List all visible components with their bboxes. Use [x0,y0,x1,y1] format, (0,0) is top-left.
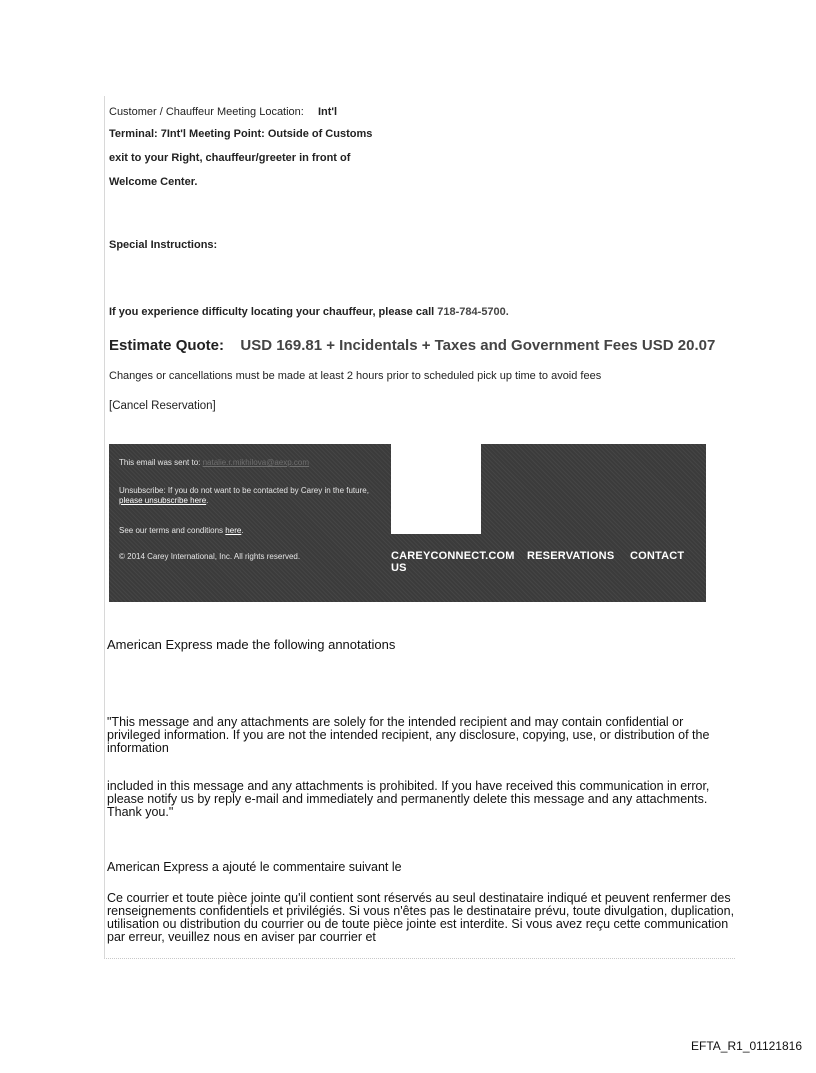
disclaimer-paragraph-1: "This message and any attachments are solely for the intended recipient and may contain confidential or privileged information. If you are not the intended recipient, any disclosure, copying, use, or distribution of the information [107,715,710,755]
meeting-location-line1 [109,106,337,118]
email-document [104,96,735,959]
estimate-label: Estimate Quote: [109,337,225,354]
sent-to-email-link[interactable]: natalie.r.mikhilova@aexp.com [202,458,309,467]
disclaimer-paragraph-2: included in this message and any attachments is prohibited. If you have received this communication in error, please notify us by reply e-mail and immediately and permanently delete this message and any attachments. Thank you." [107,779,710,819]
meeting-location-label: Customer / Chauffeur Meeting Location: [109,106,304,118]
nav-contact-us-wrap[interactable]: US [391,562,407,574]
terms-line: See our terms and conditions here. [119,526,244,535]
french-heading: American Express a ajouté le commentaire suivant le [107,860,402,874]
meeting-location-line4: Welcome Center. [109,176,198,188]
nav-careyconnect-link[interactable]: CAREYCONNECT.COM [391,550,515,562]
carey-footer [109,444,706,602]
copyright: © 2014 Carey International, Inc. All rights reserved. [119,552,301,561]
sent-to-label: This email was sent to: [119,458,201,467]
page-identifier: EFTA_R1_01121816 [691,1039,802,1053]
estimate-amount: USD 169.81 + Incidentals + Taxes and Government Fees USD 20.07 [240,337,716,354]
unsubscribe-line: Unsubscribe: If you do not want to be contacted by Carey in the future, please unsubscribe here. [119,486,369,505]
meeting-location-line3: exit to your Right, chauffeur/greeter in front of [109,152,351,164]
annotations-heading: American Express made the following annotations [107,637,396,652]
sent-to-line [119,458,309,468]
cancel-reservation-link[interactable]: [Cancel Reservation] [109,400,216,412]
special-instructions-label: Special Instructions: [109,239,218,251]
terms-text: See our terms and conditions [119,526,224,535]
estimate-quote [109,337,715,354]
difficulty-text: If you experience difficulty locating your chauffeur, please call [109,306,435,318]
french-paragraph-1: Ce courrier et toute pièce jointe qu'il contient sont réservés au seul destinataire indiqué et peuvent renfermer des renseignements confidentiels et privilégiés. Si vous n'êtes pas le destinataire prévu, toute divulgation, duplication, utilisation ou distribution du courrier ou de toute pièce jointe est interdite. Si vous avez reçu cette communication par erreur, veuillez nous en aviser par courrier et [107,891,735,944]
nav-contact-link[interactable]: CONTACT [630,550,685,562]
meeting-location-line2: Terminal: 7Int'l Meeting Point: Outside of Customs [109,128,373,140]
phone-number-link[interactable]: 718-784-5700. [437,306,509,318]
difficulty-line [109,306,509,318]
terms-link[interactable]: here [225,526,242,535]
meeting-location-value: Int'l [317,106,338,118]
unsubscribe-link[interactable]: please unsubscribe here [119,496,207,505]
carey-logo-placeholder [391,444,481,534]
nav-reservations-link[interactable]: RESERVATIONS [527,550,615,562]
changes-notice: Changes or cancellations must be made at least 2 hours prior to scheduled pick up time to avoid fees [109,370,602,382]
unsubscribe-text: Unsubscribe: If you do not want to be contacted by Carey in the future, [119,486,369,495]
